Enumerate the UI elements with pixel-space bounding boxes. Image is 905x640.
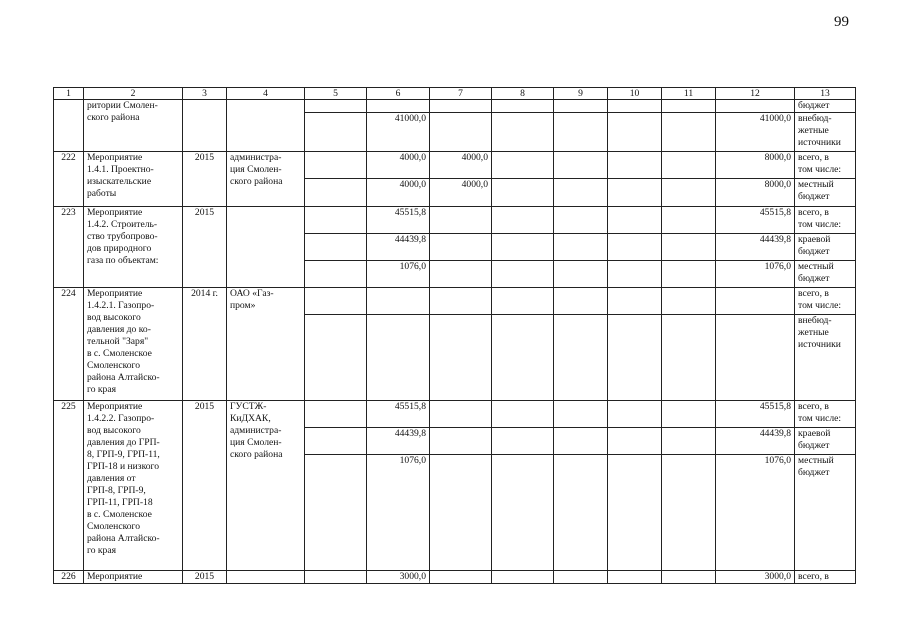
funding-source: всего, в том числе: [795, 288, 856, 315]
funding-source: местный бюджет [795, 455, 856, 571]
funding-source: внебюд- жетные источники [795, 315, 856, 401]
measure-name: Мероприятие 1.4.1. Проектно- изыскательские работы [84, 152, 183, 207]
table-row [54, 401, 856, 428]
row-number: 223 [54, 207, 84, 288]
header-cell: 5 [305, 88, 367, 100]
funding-source: всего, в [795, 571, 856, 584]
executor-cell: администра- ция Смолен- ского района [227, 152, 305, 207]
header-cell: 1 [54, 88, 84, 100]
amount-cell: 4000,0 [367, 152, 430, 179]
amount-total: 1076,0 [716, 455, 795, 571]
funding-source: краевой бюджет [795, 234, 856, 261]
amount-cell: 44439,8 [367, 428, 430, 455]
amount-total: 8000,0 [716, 152, 795, 179]
header-row [54, 88, 856, 100]
header-cell: 2 [84, 88, 183, 100]
year-cell: 2015 [183, 401, 227, 571]
amount-total: 41000,0 [716, 113, 795, 152]
header-cell: 9 [554, 88, 608, 100]
row-number: 226 [54, 571, 84, 584]
year-cell: 2015 [183, 207, 227, 288]
amount-cell: 1076,0 [367, 455, 430, 571]
funding-source: внебюд- жетные источники [795, 113, 856, 152]
table-row [54, 100, 856, 113]
header-cell: 4 [227, 88, 305, 100]
row-number: 225 [54, 401, 84, 571]
amount-total: 8000,0 [716, 179, 795, 207]
measure-name: Мероприятие 1.4.2.2. Газопро- вод высокого давления до ГРП- 8, ГРП-9, ГРП-11, ГРП-18 и низкого давления от ГРП-8, ГРП-9, ГРП-11, ГРП-18 в с. Смоленское Смоленского района Алтайско- го края [84, 401, 183, 571]
amount-cell: 4000,0 [430, 152, 492, 179]
amount-cell: 44439,8 [367, 234, 430, 261]
table-row [54, 207, 856, 234]
header-cell: 7 [430, 88, 492, 100]
header-cell: 12 [716, 88, 795, 100]
funding-source: бюджет [795, 100, 856, 113]
funding-source: местный бюджет [795, 261, 856, 288]
header-cell: 3 [183, 88, 227, 100]
amount-total: 1076,0 [716, 261, 795, 288]
funding-source: краевой бюджет [795, 428, 856, 455]
measure-name: Мероприятие 1.4.2.1. Газопро- вод высокого давления до ко- тельной "Заря" в с. Смоленское Смоленского района Алтайско- го края [84, 288, 183, 401]
amount-total: 44439,8 [716, 428, 795, 455]
measure-name: Мероприятие [84, 571, 183, 584]
funding-source: всего, в том числе: [795, 152, 856, 179]
amount-cell: 1076,0 [367, 261, 430, 288]
amount-cell: 3000,0 [367, 571, 430, 584]
amount-total: 44439,8 [716, 234, 795, 261]
row-number: 224 [54, 288, 84, 401]
header-cell: 13 [795, 88, 856, 100]
row-number: 222 [54, 152, 84, 207]
table-row [54, 288, 856, 315]
executor-cell: ГУСТЖ- КиДХАК, администра- ция Смолен- ского района [227, 401, 305, 571]
table-row [54, 571, 856, 584]
header-cell: 11 [662, 88, 716, 100]
amount-cell: 41000,0 [367, 113, 430, 152]
amount-total: 3000,0 [716, 571, 795, 584]
year-cell: 2015 [183, 152, 227, 207]
header-cell: 10 [608, 88, 662, 100]
year-cell: 2014 г. [183, 288, 227, 401]
amount-total: 45515,8 [716, 401, 795, 428]
measure-name: Мероприятие 1.4.2. Строитель- ство трубопрово- дов природного газа по объектам: [84, 207, 183, 288]
budget-table [53, 87, 856, 584]
funding-source: всего, в том числе: [795, 207, 856, 234]
measure-name: ритории Смолен- ского района [84, 100, 183, 152]
funding-source: всего, в том числе: [795, 401, 856, 428]
amount-cell: 4000,0 [430, 179, 492, 207]
table-row [54, 152, 856, 179]
executor-cell: ОАО «Газ- пром» [227, 288, 305, 401]
page-number: 99 [834, 14, 849, 30]
header-cell: 8 [492, 88, 554, 100]
funding-source: местный бюджет [795, 179, 856, 207]
year-cell: 2015 [183, 571, 227, 584]
header-cell: 6 [367, 88, 430, 100]
amount-cell: 45515,8 [367, 207, 430, 234]
amount-cell: 4000,0 [367, 179, 430, 207]
amount-total: 45515,8 [716, 207, 795, 234]
amount-cell: 45515,8 [367, 401, 430, 428]
